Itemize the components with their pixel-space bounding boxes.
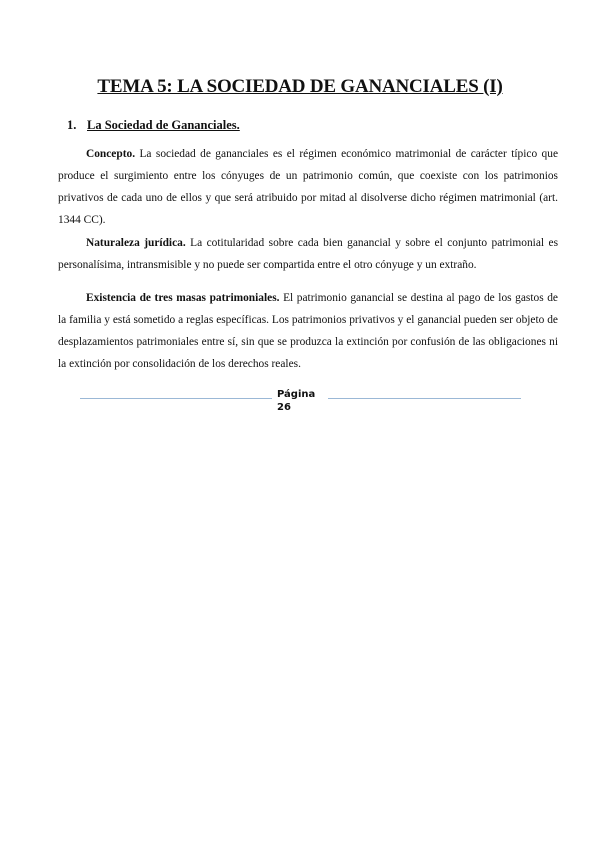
- paragraph-text: El patrimonio ganancial se destina al pago de los gastos de la familia y está sometido a reglas específicas. Los patrimonios privativos y el ganancial pueden ser objeto de desplazamientos patrimoniales entre sí, sin que se produzca la extinción por confusión de las obligaciones ni la extinción por consolidación de los derechos reales.: [58, 292, 558, 370]
- paragraph-heading: Concepto.: [86, 148, 136, 160]
- section-heading: [67, 118, 240, 133]
- footer-divider-right: [328, 398, 521, 399]
- page-footer: [277, 388, 315, 414]
- footer-divider-left: [80, 398, 272, 399]
- page-number: 26: [277, 402, 291, 413]
- page-title: TEMA 5: LA SOCIEDAD DE GANANCIALES (I): [97, 76, 503, 97]
- section-number: 1.: [67, 118, 77, 132]
- paragraph-text: La sociedad de gananciales es el régimen económico matrimonial de carácter típico que produce el surgimiento entre los cónyuges de un patrimonio común, que coexiste con los patrimonios privativos de cada uno de ellos y que será atribuido por mitad al disolverse dicho régimen matrimonial (art. 1344 CC).: [58, 148, 558, 226]
- paragraph-masas: [58, 287, 558, 375]
- paragraph-text: La cotitularidad sobre cada bien ganancial y sobre el conjunto patrimonial es personalísima, intransmisible y no puede ser compartida entre el otro cónyuge y un extraño.: [58, 237, 558, 271]
- paragraph-naturaleza: [58, 232, 558, 276]
- page-label: Página: [277, 389, 316, 400]
- paragraph-heading: Existencia de tres masas patrimoniales.: [86, 292, 280, 304]
- section-label: La Sociedad de Gananciales.: [87, 118, 240, 132]
- paragraph-heading: Naturaleza jurídica.: [86, 237, 186, 249]
- paragraph-concepto: [58, 143, 558, 231]
